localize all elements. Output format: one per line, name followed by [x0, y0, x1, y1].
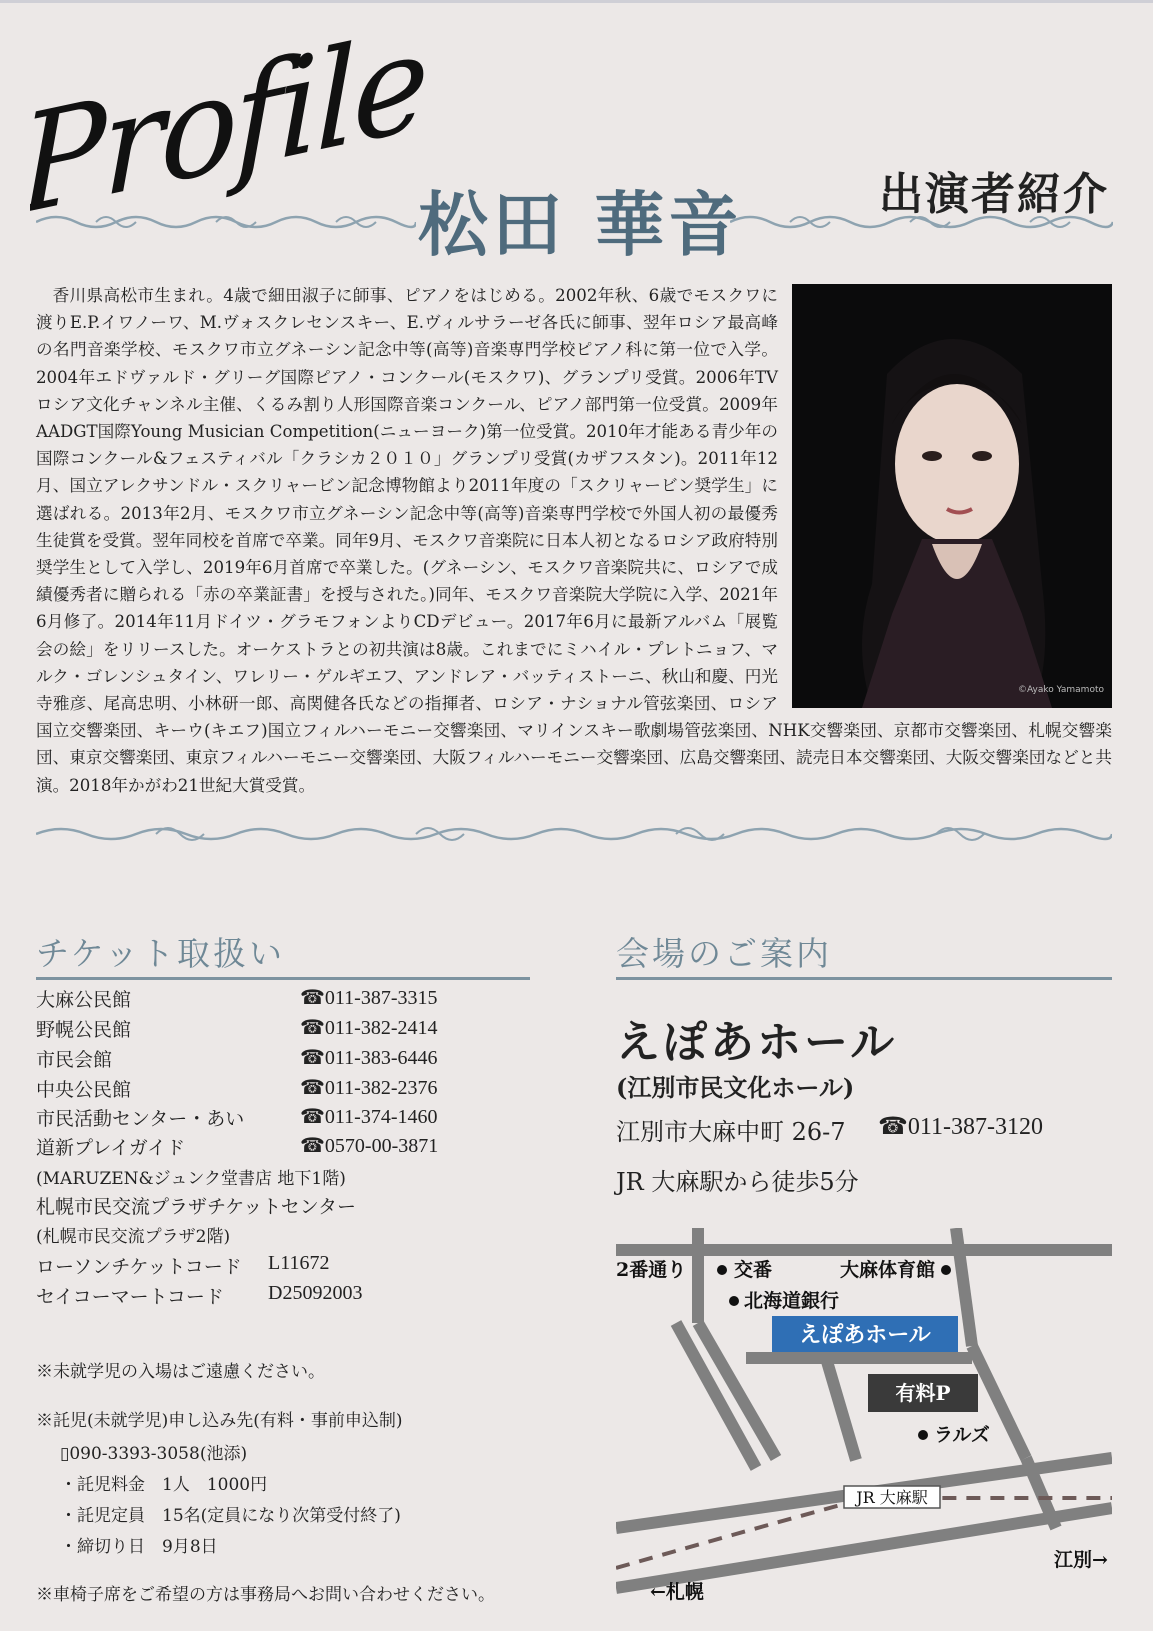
profile-word: Profile	[30, 20, 426, 246]
outlet-phone: ☎011-387-3315	[300, 987, 438, 1009]
portrait-illustration	[792, 284, 1112, 708]
map-koban: 交番	[734, 1259, 773, 1281]
lawson-label: ローソンチケットコード	[36, 1256, 242, 1278]
map-sapporo: ←札幌	[650, 1581, 704, 1603]
tickets-title: チケット取扱い	[36, 928, 530, 980]
childcare-fee: ・託児料金 1人 1000円	[60, 1475, 268, 1495]
ticket-outlet-row	[36, 1045, 476, 1075]
sapporo-ticket-center: 札幌市民交流プラザチケットセンター	[36, 1196, 356, 1218]
bank-dot	[729, 1296, 739, 1306]
map-parking: 有料P	[895, 1381, 951, 1405]
ornament-divider	[36, 822, 1112, 846]
venue-name: えぽあホール	[616, 1017, 898, 1068]
map-gym: 大麻体育館	[840, 1259, 936, 1281]
outlet-name: 大麻公民館	[36, 989, 132, 1011]
ralse-dot	[918, 1430, 928, 1440]
outlet-name: 中央公民館	[36, 1079, 132, 1101]
seicomart-code: D25092003	[268, 1282, 363, 1304]
outlet-name: 野幌公民館	[36, 1019, 132, 1041]
childcare-phone: ▯090-3393-3058(池添)	[60, 1444, 248, 1464]
map-roads	[616, 1228, 1112, 1588]
koban-dot	[717, 1265, 727, 1275]
childcare-title: ※託児(未就学児)申し込み先(有料・事前申込制)	[36, 1411, 403, 1431]
performer-photo	[792, 284, 1112, 708]
map-bank: 北海道銀行	[744, 1290, 840, 1312]
venue-access: JR 大麻駅から徒歩5分	[616, 1168, 859, 1196]
ticket-outlet-row	[36, 1133, 476, 1163]
performer-name: 松田 華音	[418, 183, 743, 266]
ticket-outlet-row	[36, 1075, 476, 1105]
section-label: 出演者紹介	[879, 169, 1109, 220]
venue-address: 江別市大麻中町 26-7	[616, 1118, 846, 1146]
ornament-left	[36, 210, 416, 234]
outlet-name: 市民会館	[36, 1049, 113, 1071]
childcare-capacity: ・託児定員 15名(定員になり次第受付終了)	[60, 1506, 401, 1526]
map-station: JR 大麻駅	[856, 1488, 928, 1507]
no-preschool-note: ※未就学児の入場はご遠慮ください。	[36, 1362, 325, 1382]
outlet-phone: ☎0570-00-3871	[300, 1135, 439, 1157]
wheelchair-note: ※車椅子席をご希望の方は事務局へお問い合わせください。	[36, 1585, 495, 1605]
outlet-phone: ☎011-382-2414	[300, 1017, 438, 1039]
biography	[36, 282, 1112, 799]
seicomart-label: セイコーマートコード	[36, 1286, 224, 1308]
venue-phone: ☎011-387-3120	[878, 1114, 1043, 1140]
map-hall: えぽあホール	[799, 1322, 931, 1348]
gym-dot	[941, 1265, 951, 1275]
lawson-row	[36, 1252, 476, 1282]
venue-subname: (江別市民文化ホール)	[616, 1073, 855, 1102]
outlet-name: 道新プレイガイド	[36, 1137, 186, 1159]
venue-title: 会場のご案内	[616, 928, 1112, 980]
venue-map	[616, 1228, 1112, 1608]
outlet-phone: ☎011-383-6446	[300, 1047, 438, 1069]
photo-credit: ©Ayako Yamamoto	[1017, 684, 1104, 695]
ticket-outlet-row	[36, 1104, 476, 1134]
doshin-note: (MARUZEN&ジュンク堂書店 地下1階)	[36, 1169, 346, 1189]
ticket-outlet-row	[36, 985, 476, 1015]
outlet-phone: ☎011-382-2376	[300, 1077, 438, 1099]
lawson-code: L11672	[268, 1252, 330, 1274]
map-ebetsu: 江別→	[1054, 1549, 1108, 1571]
outlet-phone: ☎011-374-1460	[300, 1106, 438, 1128]
map-ralse: ラルズ	[934, 1424, 990, 1446]
ticket-outlet-row	[36, 1015, 476, 1045]
top-border	[0, 0, 1153, 3]
sapporo-note: (札幌市民交流プラザ2階)	[36, 1227, 231, 1247]
outlet-name: 市民活動センター・あい	[36, 1108, 245, 1130]
map-street-2: 2番通り	[616, 1259, 687, 1281]
childcare-deadline: ・締切り日 9月8日	[60, 1537, 218, 1557]
bio-paragraph: 香川県高松市生まれ。4歳で細田淑子に師事、ピアノをはじめる。2002年秋、6歳でモスクワに渡りE.P.イワノーワ、M.ヴォスクレセンスキー、E.ヴィルサラーゼ各氏に師事、翌年ロシア最高峰の名門音楽学校、モスクワ市立グネーシン記念中等(高等)音楽専門学校ピアノ科に第一位で入学。2004年エドヴァルド・グリーグ国際ピアノ・コンクール(モスクワ)、グランプリ受賞。2006年TVロシア文化チャンネル主催、くるみ割り人形国際音楽コンクール、ピアノ部門第一位受賞。2009年AADGT国際Young Musician Competition(ニューヨーク)第一位受賞。2010年才能ある青少年の国際コンクール&フェスティバル「クラシカ２０１０」グランプリ受賞(カザフスタン)。2011年12月、国立アレクサンドル・スクリャービン記念博物館より2011年度の「スクリャービン奨学生」に選ばれる。2013年2月、モスクワ市立グネーシン記念中等(高等)音楽専門学校で外国人初の最優秀生徒賞を受賞。翌年同校を首席で卒業。同年9月、モスクワ音楽院に日本人初となるロシア政府特別奨学生として入学し、2019年6月首席で卒業した。(グネーシン、モスクワ音楽院共に、ロシアで成績優秀者に贈られる「赤の卒業証書」を授与された。)同年、モスクワ音楽院大学院に入学、2021年6月修了。2014年11月ドイツ・グラモフォンよりCDデビュー。2017年6月に最新アルバム「展覧会の絵」をリリースした。オーケストラとの初共演は8歳。これまでにミハイル・プレトニョフ、マルク・ゴレンシュタイン、ワレリー・ゲルギエフ、アンドレア・バッティストーニ、秋山和慶、円光寺雅彦、尾高忠明、小林研一郎、高関健各氏などの指揮者、ロシア・ナショナル管弦楽団、ロシア国立交響楽団、キーウ(キエフ)国立フィルハーモニー交響楽団、マリインスキー歌劇場管弦楽団、NHK交響楽団、京都市交響楽団、札幌交響楽団、東京交響楽団、東京フィルハーモニー交響楽団、大阪フィルハーモニー交響楽団、広島交響楽団、読売日本交響楽団、大阪交響楽団などと共演。2018年かがわ21世紀大賞受賞。	[36, 286, 1112, 795]
seicomart-row	[36, 1282, 476, 1312]
